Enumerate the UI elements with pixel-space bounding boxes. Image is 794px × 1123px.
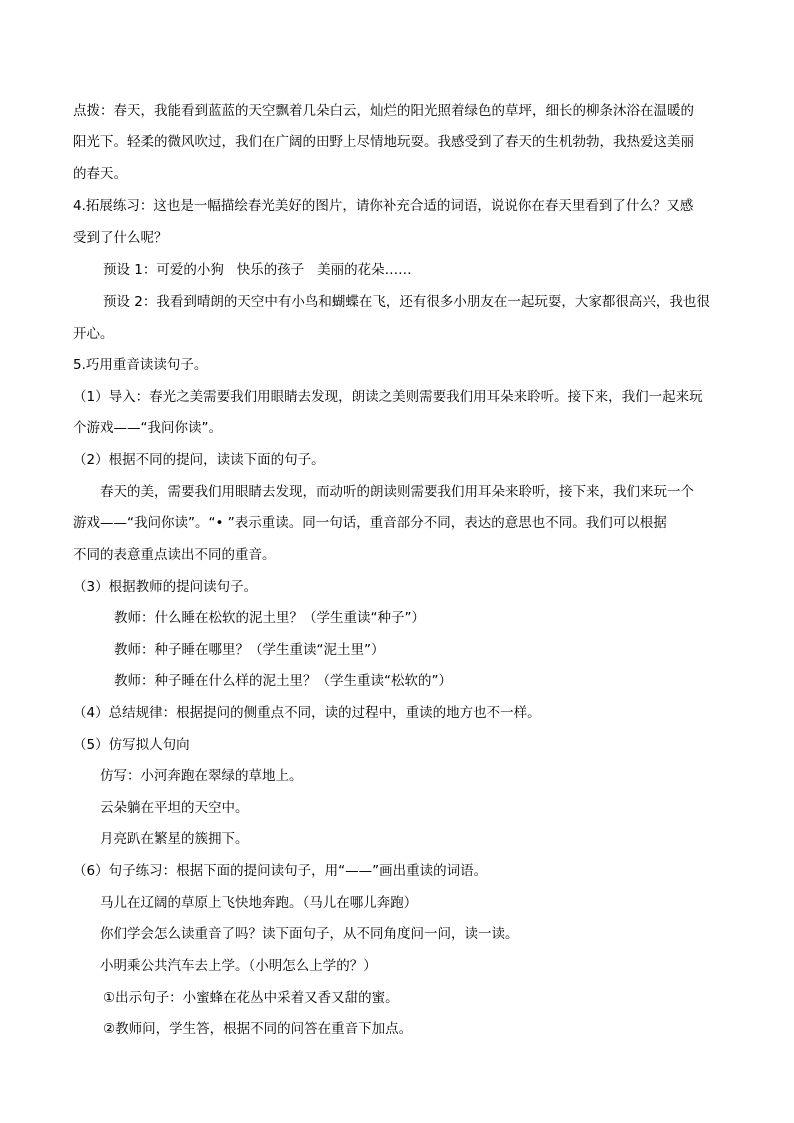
text-line: 小明乘公共汽车去上学。（小明怎么上学的？） <box>100 958 377 974</box>
text-line: 个游戏——“我问你读”。 <box>73 420 222 436</box>
text-line: （6）句子练习：根据下面的提问读句子，用“——”画出重读的词语。 <box>73 863 488 879</box>
section-heading: 5.巧用重音读读句子。 <box>73 357 208 373</box>
text-line: （4）总结规律：根据提问的侧重点不同，读的过程中，重读的地方也不一样。 <box>73 705 541 721</box>
text-line: 预设 2：我看到晴朗的天空中有小鸟和蝴蝶在飞，还有很多小朋友在一起玩耍，大家都很高兴，我也很 <box>103 294 710 310</box>
text-line: 仿写：小河奔跑在翠绿的草地上。 <box>100 768 303 784</box>
text-line: 不同的表意重点读出不同的重音。 <box>73 547 276 563</box>
text-line: 阳光下。轻柔的微风吹过，我们在广阔的田野上尽情地玩耍。我感受到了春天的生机勃勃，我热爱这美丽 <box>73 134 694 150</box>
text-line: 你们学会怎么读重音了吗？读下面句子，从不同角度问一问，读一读。 <box>100 926 519 942</box>
section-heading: 4.拓展练习：这也是一幅描绘春光美好的图片，请你补充合适的词语，说说你在春天里看到了什么？又感 <box>73 198 694 214</box>
text-line: ①出示句子：小蜜蜂在花丛中采着又香又甜的蜜。 <box>103 990 399 1006</box>
text-line: 点拨：春天，我能看到蓝蓝的天空飘着几朵白云，灿烂的阳光照着绿色的草坪，细长的柳条沐浴在温暖的 <box>73 103 694 119</box>
text-line: 的春天。 <box>73 166 127 182</box>
text-line: 受到了什么呢？ <box>73 230 168 246</box>
text-line: （1）导入：春光之美需要我们用眼睛去发现，朗读之美则需要我们用耳朵来聆听。接下来，我们一起来玩 <box>73 389 703 405</box>
text-line: 云朵躺在平坦的天空中。 <box>100 800 249 816</box>
text-line: （5）仿写拟人句向 <box>73 737 190 753</box>
text-line: 游戏——“我问你读”。“• ”表示重读。同一句话，重音部分不同，表达的意思也不同。我们可以根据 <box>73 515 667 531</box>
text-line: 教师：什么睡在松软的泥土里？（学生重读“种子”） <box>114 610 425 626</box>
text-line: 春天的美，需要我们用眼睛去发现，而动听的朗读则需要我们用耳朵来聆听，接下来，我们来玩一个 <box>100 484 694 500</box>
text-line: ②教师问，学生答，根据不同的问答在重音下加点。 <box>103 1021 413 1037</box>
text-line: （2）根据不同的提问，读读下面的句子。 <box>73 452 325 468</box>
text-line: 教师：种子睡在哪里？（学生重读“泥土里”） <box>114 642 385 658</box>
text-line: 预设 1：可爱的小狗 快乐的孩子 美丽的花朵…… <box>103 262 412 278</box>
text-line: （3）根据教师的提问读句子。 <box>73 579 258 595</box>
text-line: 开心。 <box>73 326 114 342</box>
text-line: 月亮趴在繁星的簇拥下。 <box>100 831 249 847</box>
text-line: 马儿在辽阔的草原上飞快地奔跑。（马儿在哪儿奔跑） <box>100 895 418 911</box>
text-line: 教师：种子睡在什么样的泥土里？（学生重读“松软的”） <box>114 673 452 689</box>
